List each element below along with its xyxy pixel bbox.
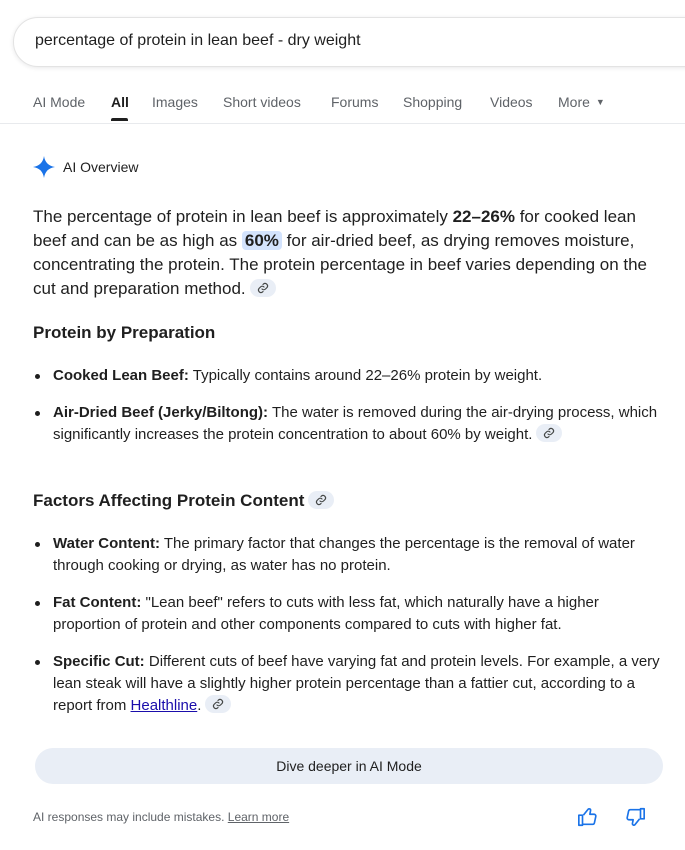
tab-images[interactable]: Images <box>152 94 198 110</box>
thumbs-up-icon[interactable] <box>577 806 599 828</box>
section-heading-factors <box>33 491 334 511</box>
list-item <box>33 402 663 446</box>
list-item-text: Different cuts of beef have varying fat and protein levels. For example, a very lean steak will have a slightly higher protein percentage than a fattier cut, according to a report from <box>53 653 660 714</box>
list-item-term: Air-Dried Beef (Jerky/Biltong): <box>53 404 269 421</box>
disclaimer-text: AI responses may include mistakes. <box>33 810 225 824</box>
thumbs-down-icon[interactable] <box>624 806 646 828</box>
intro-text: for cooked lean beef and can be as high as <box>33 207 636 250</box>
chevron-down-icon: ▼ <box>595 97 605 107</box>
intro-highlight-cooked: 22–26% <box>452 207 515 226</box>
list-item <box>33 651 663 717</box>
list-item <box>33 533 663 577</box>
intro-text: for air-dried beef, as drying removes moisture, concentrating the protein. The protein percentage in beef varies depending on the cut and preparation method. <box>33 231 648 298</box>
list-item-text: Typically contains around 22–26% protein by weight. <box>188 367 543 384</box>
list-item-term: Water Content: <box>53 535 160 552</box>
intro-text: The percentage of protein in lean beef is approximately <box>33 207 453 226</box>
tab-shopping[interactable]: Shopping <box>403 94 463 110</box>
list-item-term: Fat Content: <box>53 594 142 611</box>
link-icon <box>257 282 269 294</box>
tab-more-label: More <box>558 94 590 110</box>
tab-more[interactable] <box>558 94 605 110</box>
list-item-text: "Lean beef" refers to cuts with less fat, which naturally have a higher proportion of protein and other components compared to cuts with higher fat. <box>53 594 599 633</box>
factors-list <box>33 533 663 732</box>
ai-disclaimer <box>33 810 289 824</box>
list-item-text: The primary factor that changes the percentage is the removal of water through cooking or drying, as water has no protein. <box>53 535 635 574</box>
healthline-link[interactable]: Healthline <box>130 697 198 714</box>
source-link-chip[interactable] <box>205 695 231 713</box>
list-item-term: Cooked Lean Beef: <box>53 367 189 384</box>
preparation-list <box>33 365 663 461</box>
search-tabs <box>0 86 685 124</box>
tab-all[interactable]: All <box>111 94 129 110</box>
list-item <box>33 592 663 636</box>
source-link-chip[interactable] <box>250 279 276 297</box>
learn-more-link[interactable]: Learn more <box>227 810 290 824</box>
active-tab-indicator <box>111 118 128 121</box>
list-item-text: . <box>197 697 202 714</box>
source-link-chip[interactable] <box>536 424 562 442</box>
ai-overview-title: AI Overview <box>63 159 139 175</box>
tab-forums[interactable]: Forums <box>331 94 379 110</box>
tab-videos[interactable]: Videos <box>490 94 533 110</box>
section-heading-preparation: Protein by Preparation <box>33 323 216 342</box>
dive-deeper-button[interactable]: Dive deeper in AI Mode <box>35 748 663 784</box>
tab-ai-mode[interactable]: AI Mode <box>33 94 86 110</box>
link-icon <box>212 698 224 710</box>
link-icon <box>315 494 327 506</box>
intro-highlight-dried: 60% <box>242 231 282 250</box>
list-item <box>33 365 663 387</box>
search-input[interactable]: percentage of protein in lean beef - dry weight <box>35 32 361 49</box>
ai-overview-intro <box>33 205 663 301</box>
link-icon <box>543 427 555 439</box>
ai-sparkle-icon <box>33 156 55 178</box>
search-box[interactable] <box>13 17 685 67</box>
list-item-text: The water is removed during the air-drying process, which significantly increases the protein concentration to about 60% by weight. <box>53 404 658 443</box>
section-heading-text: Factors Affecting Protein Content <box>33 491 305 510</box>
intro-paragraph <box>33 205 663 301</box>
source-link-chip[interactable] <box>308 491 334 509</box>
list-item-term: Specific Cut: <box>53 653 145 670</box>
tab-short-videos[interactable]: Short videos <box>223 94 301 110</box>
